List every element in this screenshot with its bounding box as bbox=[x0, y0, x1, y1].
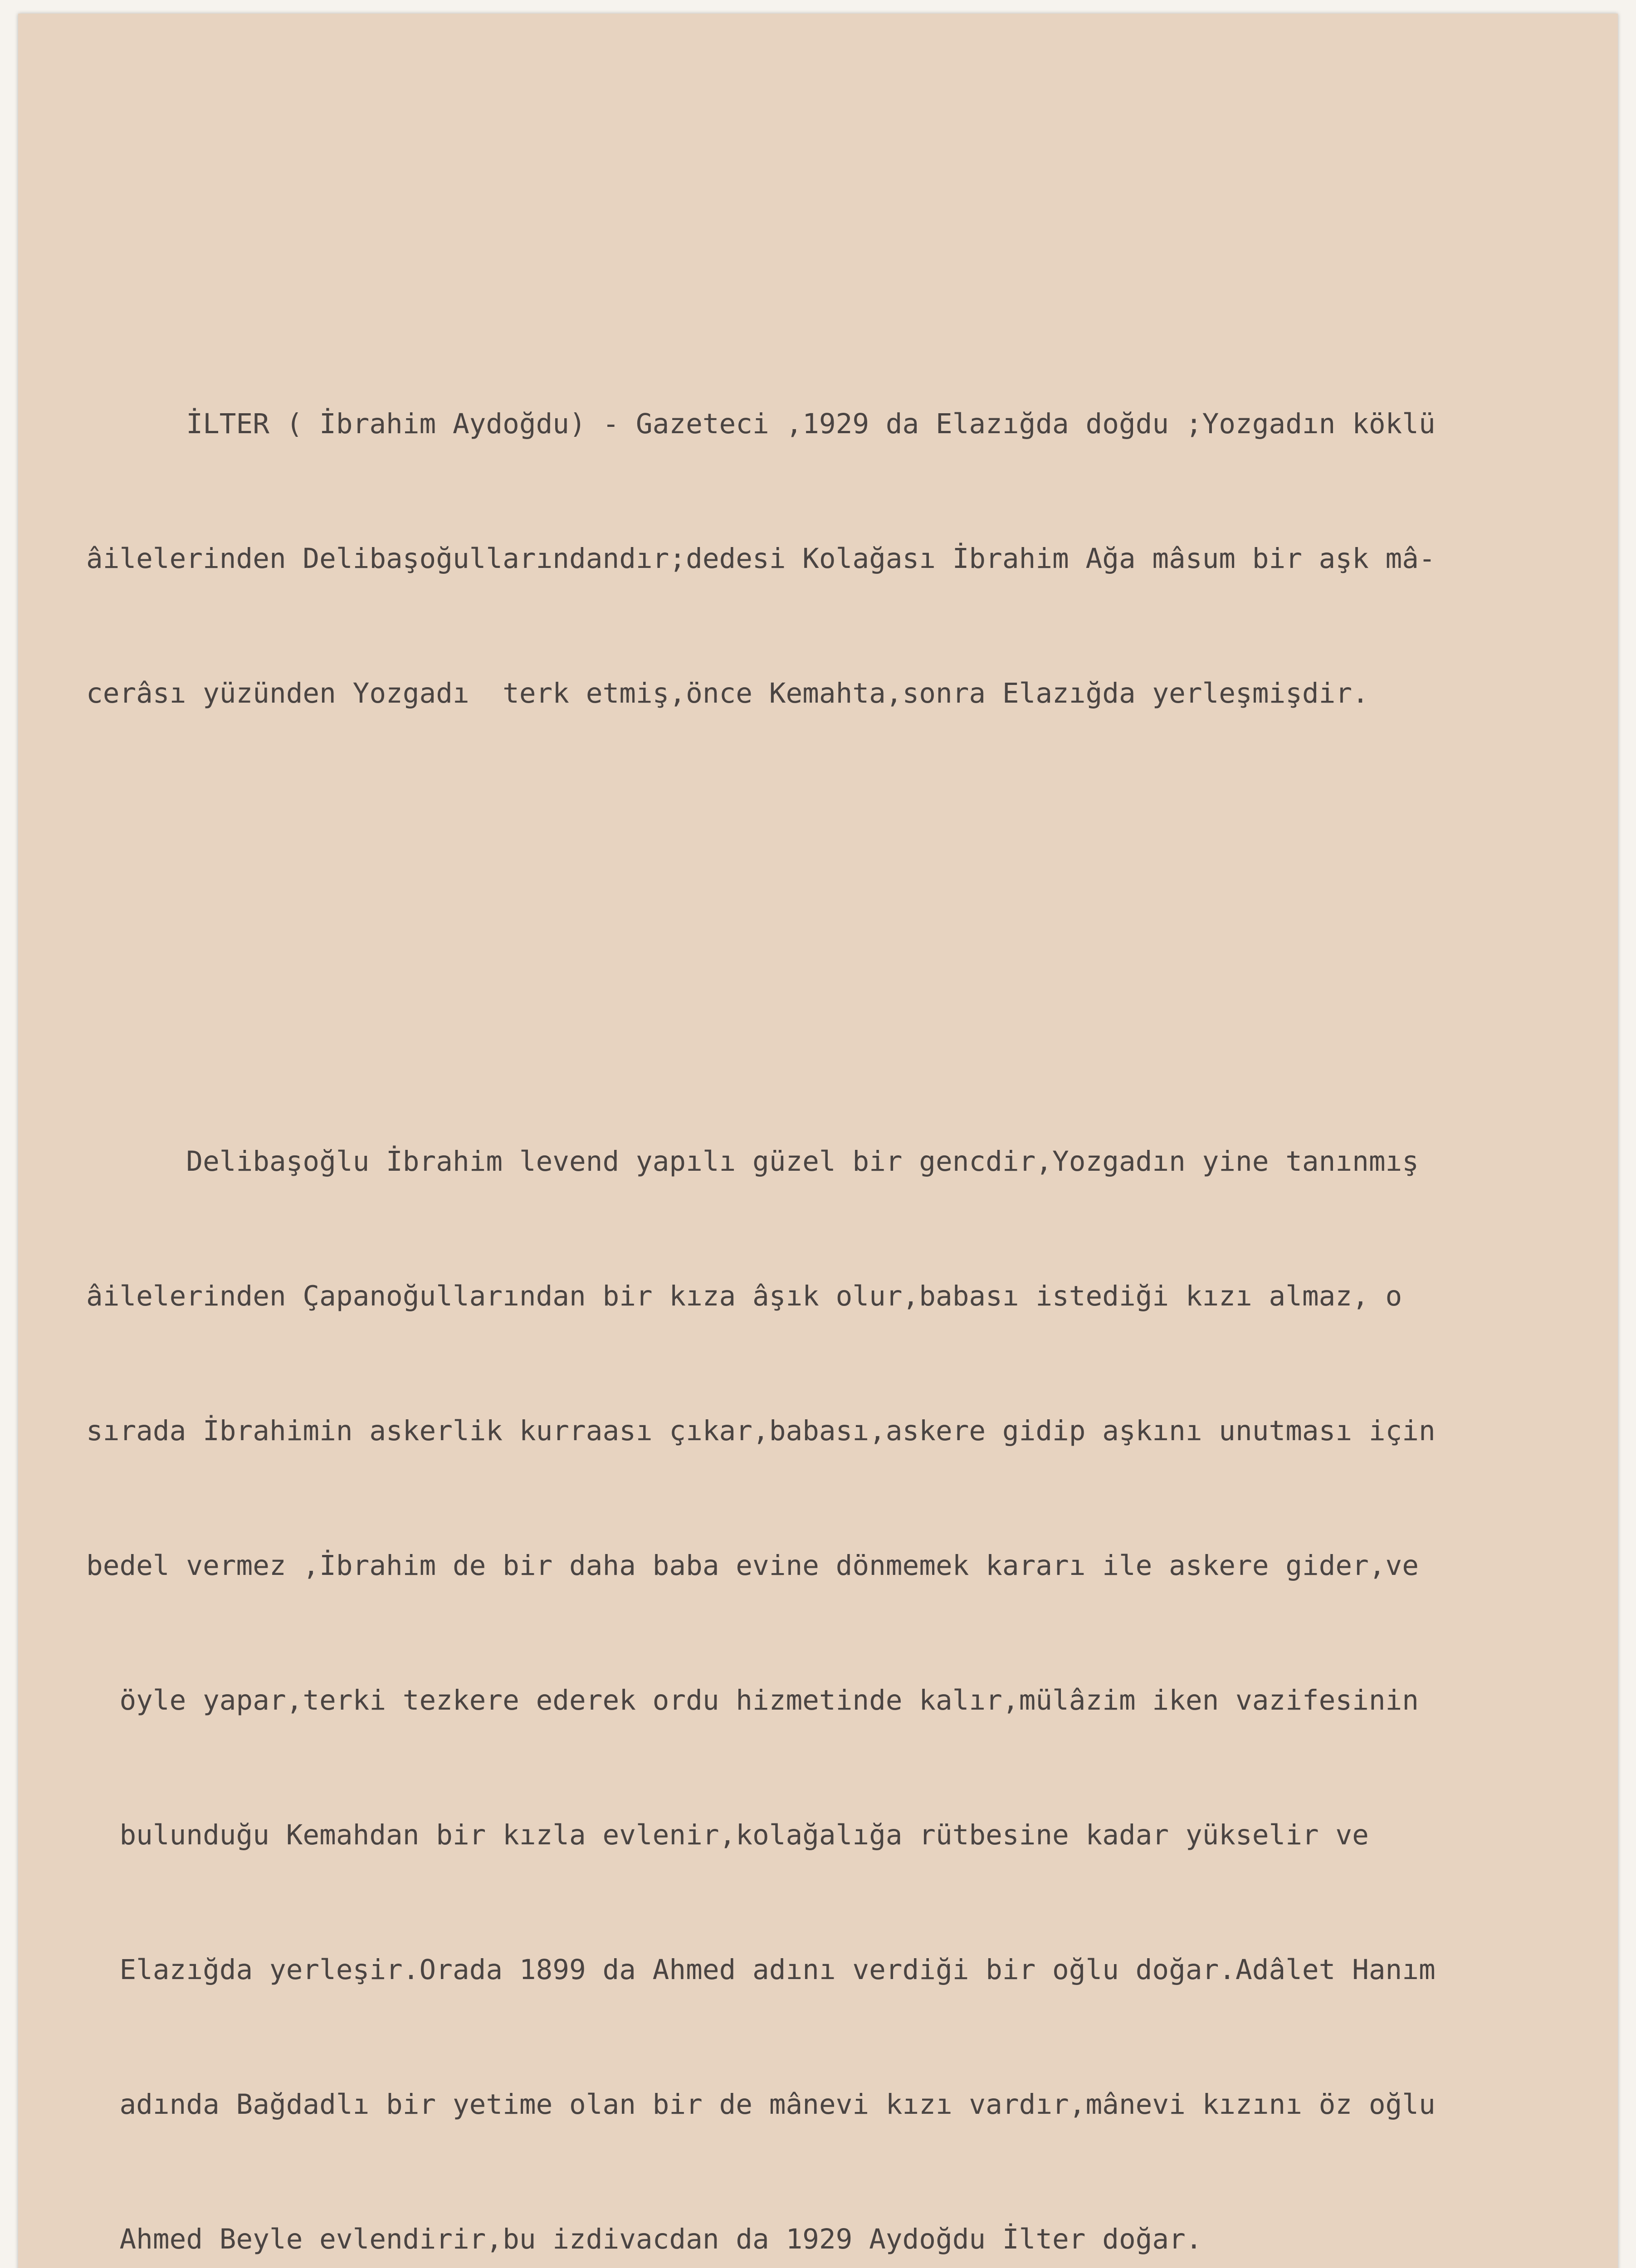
text-line: adında Bağdadlı bir yetime olan bir de mânevi kızı vardır,mânevi kızını öz oğlu bbox=[86, 2088, 1436, 2121]
text-line: bedel vermez ,İbrahim de bir daha baba evine dönmemek kararı ile askere gider,ve bbox=[86, 1549, 1419, 1582]
text-line: Delibaşoğlu İbrahim levend yapılı güzel bir gencdir,Yozgadın yine tanınmış bbox=[86, 1145, 1419, 1178]
text-line: âilelerinden Delibaşoğullarındandır;dedesi Kolağası İbrahim Ağa mâsum bir aşk mâ- bbox=[86, 543, 1436, 575]
text-line: öyle yapar,terki tezkere ederek ordu hizmetinde kalır,mülâzim iken vazifesinin bbox=[86, 1684, 1419, 1716]
text-line: Ahmed Beyle evlendirir,bu izdivacdan da 1929 Aydoğdu İlter doğar. bbox=[86, 2223, 1202, 2255]
paragraph-gap bbox=[86, 895, 1601, 914]
text-line: bulunduğu Kemahdan bir kızla evlenir,kolağalığa rütbesine kadar yükselir ve bbox=[86, 1819, 1369, 1851]
text-line: âilelerinden Çapanoğullarından bir kıza âşık olur,babası istediği kızı almaz, o bbox=[86, 1280, 1402, 1312]
paragraph-2 bbox=[86, 1049, 1601, 2268]
document-body bbox=[86, 177, 1601, 2268]
text-line: sırada İbrahimin askerlik kurraası çıkar,babası,askere gidip aşkını unutması için bbox=[86, 1415, 1436, 1447]
text-line: İLTER ( İbrahim Aydoğdu) - Gazeteci ,1929 da Elazığda doğdu ;Yozgadın köklü bbox=[86, 408, 1436, 440]
text-line: Elazığda yerleşir.Orada 1899 da Ahmed adını verdiği bir oğlu doğar.Adâlet Hanım bbox=[86, 1954, 1436, 1986]
text-line: cerâsı yüzünden Yozgadı terk etmiş,önce Kemahta,sonra Elazığda yerleşmişdir. bbox=[86, 677, 1369, 709]
typewritten-page bbox=[18, 14, 1618, 2268]
paragraph-1 bbox=[86, 312, 1601, 806]
